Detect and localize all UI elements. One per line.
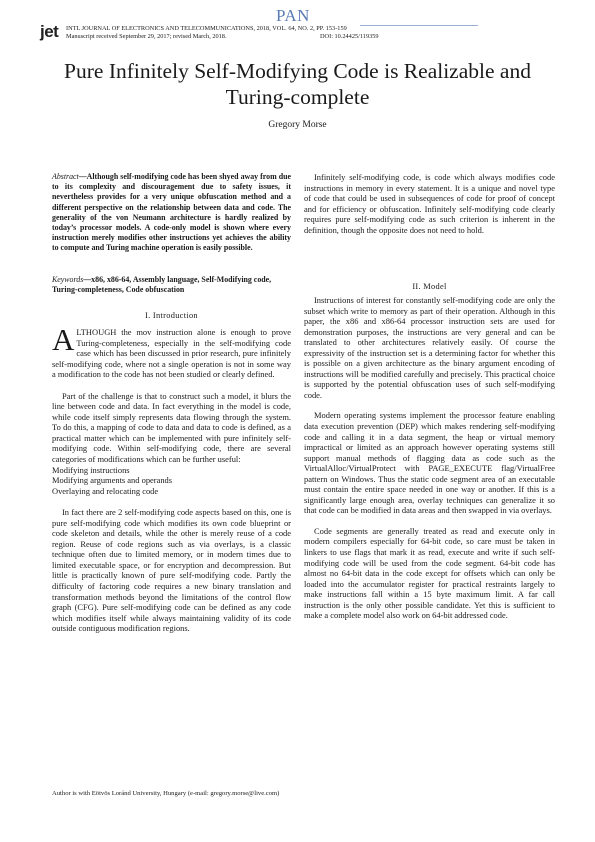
pan-watermark: PAN: [276, 6, 310, 25]
list-item: Overlaying and relocating code: [52, 485, 159, 496]
model-paragraph-2: Modern operating systems implement the processor feature enabling data execution prevention (DEP) which makes rendering self-modifying code and calling it in a data segment, the heap or virtual memory impractical or limited as an approach however operating systems still support manual methods of flagging data as code such as the VirtualAlloc/VirtualProtect with PAGE_EXECUTE flag/VirtualFree pattern on Windows. Thus the static code segment area of an executable must contain the entire space needed in one way or another. If this is a significantly large enough area, overlay techniques can generalize it so that code can be modified in data areas and then swapped in via overlays.: [304, 410, 555, 516]
abstract: [52, 172, 291, 254]
right-column-body: [304, 172, 555, 235]
manuscript-dates: Manuscript received September 29, 2017; revised March, 2018.: [66, 33, 227, 40]
intro-paragraph-3: In fact there are 2 self-modifying code aspects based on this, one is pure self-modifying code which modifies its own code blueprint or code skeleton and details, while the other is merely reuse of a code region. Reuse of code regions such as via overlays, is a classic technique often due to limited memory, or in modern times due to limited executable space, or for encryption and decompression. But little is practically known of pure self-modifying code. Partly the difficulty of factoring code requires a new binary translation and transformation methods beyond the limitations of the control flow graph (CFG). Pure self-modifying code can be defined as any code which modifies itself while always maintaining validity of its code outside contiguous modification regions.: [52, 507, 291, 634]
keywords: [52, 275, 291, 295]
header-rule: [360, 25, 478, 26]
paper-title: Pure Infinitely Self-Modifying Code is Realizable and Turing-complete: [64, 59, 531, 109]
introduction-body: [52, 322, 291, 634]
intro-paragraph-4: Infinitely self-modifying code, is code which always modifies code instructions in memory in every statement. It is a unique and novel type of code that could be used in subsequences of code for proof of concept and for efficiency or obfuscation. Infinitely self-modifying code clearly requires pure self-modifying code as such criterion is inherent in the definition, though the opposite does not need to hold.: [304, 172, 555, 235]
doi: DOI: 10.24425/119359: [320, 33, 379, 40]
journal-citation: INTL JOURNAL OF ELECTRONICS AND TELECOMMUNICATIONS, 2018, VOL. 64, NO. 2, PP. 153-159: [66, 25, 347, 32]
section-heading-introduction: I. Introduction: [145, 311, 198, 320]
abstract-label: Abstract: [52, 172, 79, 181]
keywords-label: Keywords: [52, 275, 84, 284]
model-body: [304, 295, 555, 621]
list-item: Modifying instructions: [52, 464, 130, 475]
author-footnote: Author is with Eötvös Loránd University, Hungary (e-mail: gregory.morse@live.com): [52, 790, 280, 797]
abstract-text: —Although self-modifying code has been shyed away from due to its complexity and discouragement due to safety issues, it nevertheless provides for a very unique obfuscation method and a different perspective on the relationship between data and code. The generality of the von Neumann architecture is hardly realized by today’s processor models. A code-only model is shown where every instruction merely modifies other instructions yet achieves the ability to compute and Turing machine operation is easily possible.: [52, 172, 291, 253]
intro-paragraph-1-text: LTHOUGH the mov instruction alone is enough to prove Turing-completeness, especially in the self-modifying code case which has been discussed in prior research, pure infinitely self-modifying code, where not a single operation is not in some way a modification to the code has not been studied or clearly defined.: [52, 327, 291, 380]
dropcap: A: [52, 322, 75, 357]
model-paragraph-1: Instructions of interest for constantly self-modifying code are only the subset which write to memory as part of their operation. Although in this paper, the x86 and x86-64 processor instruction sets are used for demonstration purposes, the instructions are very general and can be translated to other architectures relatively easily. Of course the expressivity of the instruction set is a determining factor for whether this is possible on a given architecture as the binary argument encoding of instructions will be modified carefully and precisely. This practical choice is supported by the potential obfuscation uses of such self-modifying code.: [304, 295, 555, 400]
model-paragraph-3: Code segments are generally treated as read and execute only in modern compilers especially for 64-bit code, so care must be taken in linkers to use flags that mark it as read, execute and write if such self-modifying code will be used from the code segment. 64-bit code has almost no 64-bit data in the code except for offsets which can only be loaded into the accumulator register for practical restraints largely to make instructions fall within a 15 byte maximum limit. A far call instruction is the only other possible candidate. Yet this is sufficient to make a complete model also work on 64-bit addressed code.: [304, 525, 555, 621]
list-item: Modifying arguments and operands: [52, 475, 173, 486]
intro-paragraph-2: Part of the challenge is that to construct such a model, it blurs the line between code and data. In fact everything in the model is code, while code itself simply represents data flowing through the system. To do this, a mapping of code to data and data to code is defined, as a practical matter which can be implemented with pure infinitely self-modifying code. Within self-modifying code, there are several categories of modifications which can be further useful:: [52, 390, 291, 465]
section-heading-model: II. Model: [412, 282, 447, 291]
keywords-text: —x86, x86-64, Assembly language, Self-Modifying code, Turing-completeness, Code obfuscation: [52, 275, 272, 295]
intro-paragraph-1: [52, 322, 291, 380]
author-name: Gregory Morse: [268, 120, 327, 130]
journal-logo: jet: [40, 22, 59, 41]
